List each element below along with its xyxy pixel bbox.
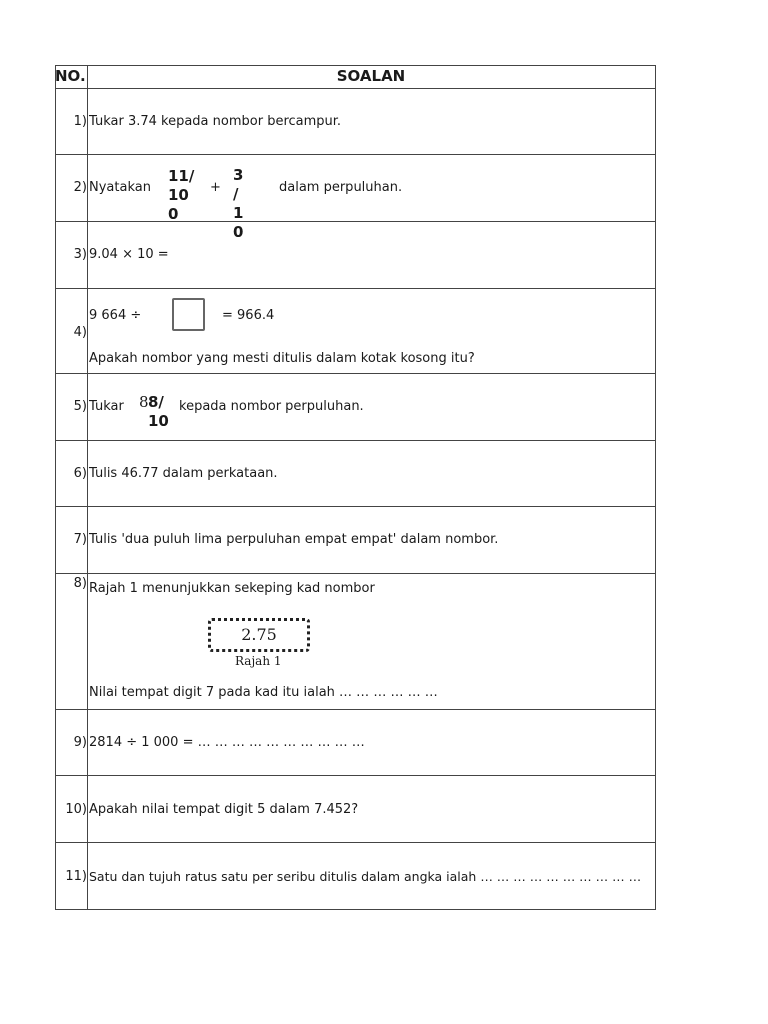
question-text: Tulis 'dua puluh lima perpuluhan empat empat' dalam nombor. (89, 532, 499, 547)
row-divider (55, 373, 656, 374)
row-divider (55, 88, 656, 89)
question-text: Rajah 1 menunjukkan sekeping kad nombor (89, 581, 375, 596)
row-divider (55, 775, 656, 776)
question-text: 9.04 × 10 = (89, 247, 169, 262)
question-text: Nilai tempat digit 7 pada kad itu ialah … … … … … … (89, 685, 438, 700)
question-text: Apakah nombor yang mesti ditulis dalam kotak kosong itu? (89, 351, 475, 366)
fraction-2: 3 / 1 0 (233, 166, 244, 241)
row-divider (55, 440, 656, 441)
question-text: 9 664 ÷ (89, 308, 142, 323)
header-no: NO. (55, 67, 86, 85)
question-number: 9) (73, 735, 87, 750)
question-table (55, 65, 656, 910)
question-number: 6) (73, 466, 87, 481)
table-border-bottom (55, 909, 656, 910)
question-number: 7) (73, 532, 87, 547)
question-text: dalam perpuluhan. (279, 180, 403, 195)
question-text: 2814 ÷ 1 000 = … … … … … … … … … … (89, 735, 365, 750)
question-number: 4) (73, 325, 87, 340)
question-text: Nyatakan (89, 180, 151, 195)
question-number: 5) (73, 399, 87, 414)
fraction-1: 11/ 10 0 (168, 167, 195, 223)
row-divider (55, 288, 656, 289)
question-text: = 966.4 (222, 308, 275, 323)
row-divider (55, 573, 656, 574)
figure-caption: Rajah 1 (235, 654, 282, 668)
fraction: 8/ 10 (148, 393, 169, 430)
question-text: Tukar (89, 399, 124, 414)
number-card: 2.75 (208, 618, 310, 652)
question-number: 8) (73, 576, 87, 591)
row-divider (55, 154, 656, 155)
header-soalan: SOALAN (336, 67, 406, 85)
question-text: kepada nombor perpuluhan. (179, 399, 364, 414)
row-divider (55, 221, 656, 222)
question-number: 3) (73, 247, 87, 262)
row-divider (55, 506, 656, 507)
question-number: 2) (73, 180, 87, 195)
row-divider (55, 709, 656, 710)
row-divider (55, 842, 656, 843)
question-text: Tukar 3.74 kepada nombor bercampur. (89, 114, 342, 129)
table-border-right (655, 65, 656, 910)
row-divider (55, 65, 656, 66)
plus-sign: + (210, 180, 221, 195)
column-divider (87, 65, 88, 910)
answer-box (172, 298, 205, 331)
question-number: 11) (65, 869, 87, 884)
fraction-whole: 8 (139, 393, 149, 411)
question-text: Tulis 46.77 dalam perkataan. (89, 466, 278, 481)
question-number: 10) (65, 802, 87, 817)
question-text: Satu dan tujuh ratus satu per seribu ditulis dalam angka ialah … … … … … … … … … … (89, 869, 642, 884)
question-number: 1) (73, 114, 87, 129)
question-text: Apakah nilai tempat digit 5 dalam 7.452? (89, 802, 359, 817)
